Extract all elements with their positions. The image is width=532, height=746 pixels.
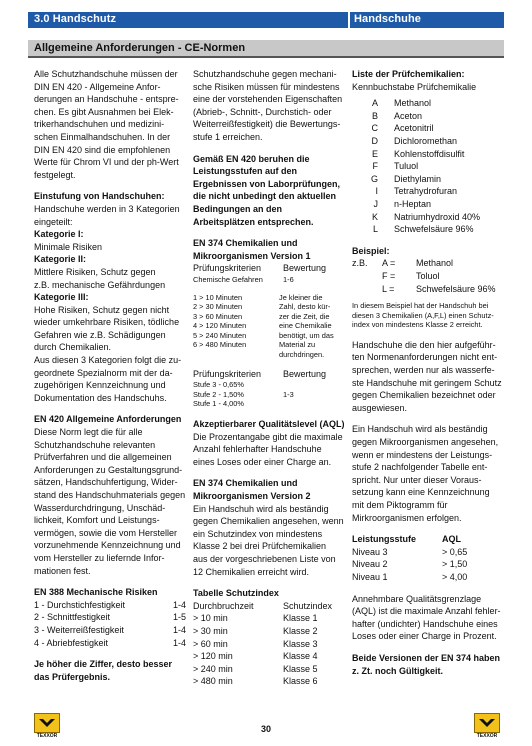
chem-letter: E bbox=[371, 148, 378, 159]
beispiel-letter: L = bbox=[382, 283, 395, 294]
schutzindex-table bbox=[193, 587, 345, 688]
text-line: zugehörigen Kennzeichnung und bbox=[34, 380, 166, 391]
text-line: Ergebnissen von Laborprüfungen, bbox=[193, 178, 341, 189]
text-line: sprechen, werden nur als wasserfe- bbox=[352, 365, 495, 376]
text-line: Klasse 2 bei drei Prüfchemikalien bbox=[193, 541, 327, 552]
paragraph-mikroorganismen bbox=[352, 423, 508, 524]
table-row bbox=[193, 675, 345, 688]
table-cell: > 0,65 bbox=[442, 546, 468, 557]
en388-value: 1-4 bbox=[172, 599, 186, 610]
spacer bbox=[193, 360, 345, 368]
dauer-row: 5 > 240 Minuten bbox=[193, 330, 247, 340]
text-line: trikerhandschuhen und medizini- bbox=[34, 119, 165, 130]
page-number: 30 bbox=[260, 724, 271, 734]
table-cell: > 120 min bbox=[193, 651, 233, 662]
en388-value: 1-5 bbox=[172, 612, 186, 623]
pk1-header-row bbox=[193, 262, 345, 275]
einstufung-heading: Einstufung von Handschuhen: bbox=[34, 191, 165, 202]
table-cell: Klasse 2 bbox=[283, 625, 318, 636]
text-line: festgelegt. bbox=[34, 169, 76, 180]
text-line: vorzunehmende Kennzeichnung und bbox=[34, 540, 181, 551]
table-row bbox=[352, 571, 508, 584]
text-line: Werte für Chrom VI und der ph-Wert bbox=[34, 157, 179, 168]
text-line: vom Hersteller zu liefernde Infor- bbox=[34, 552, 165, 563]
text-line: setzung kann eine Kennzeichnung bbox=[352, 487, 490, 498]
text-line: sche Risiken müssen für mindestens bbox=[193, 81, 340, 92]
dauer-row: 4 > 120 Minuten bbox=[193, 321, 247, 331]
en420-block bbox=[34, 413, 186, 577]
text-line: Aus diesen 3 Kategorien folgt die zu- bbox=[34, 355, 182, 366]
beispiel-block bbox=[352, 245, 508, 330]
dauer-row: 2 > 30 Minuten bbox=[193, 302, 243, 312]
stufen-table bbox=[193, 380, 345, 409]
list-item bbox=[352, 173, 508, 186]
text-line: ein Schutzindex von mindestens bbox=[193, 528, 323, 539]
text-line: vermögen, sowie die vom Hersteller bbox=[34, 527, 178, 538]
logo-text: TEXXOR bbox=[36, 733, 58, 739]
text-line: DIN EN 420 sind die empfohlenen bbox=[34, 144, 171, 155]
section-heading-bar bbox=[28, 40, 504, 58]
aql-block bbox=[193, 418, 345, 468]
list-item bbox=[352, 270, 508, 283]
list-item bbox=[352, 148, 508, 161]
text-line: eine der vorstehenden Eigenschaften bbox=[193, 94, 343, 105]
en388-block bbox=[34, 586, 186, 649]
beispiel-name: Schwefelsäure 96% bbox=[416, 283, 496, 294]
chem-name: Kohlenstoffdisulfit bbox=[394, 148, 465, 159]
table-row bbox=[193, 638, 345, 651]
text-line: Prüfverfahren und die allgemeinen bbox=[34, 452, 172, 463]
stufe-row: Stufe 1 - 4,00% bbox=[193, 399, 244, 409]
dauer-table bbox=[193, 293, 345, 360]
table-cell: Klasse 4 bbox=[283, 651, 318, 662]
beispiel-name: Methanol bbox=[416, 258, 454, 269]
beispiel-note bbox=[352, 301, 508, 330]
text-line: mationen fest. bbox=[34, 565, 91, 576]
brand-logo-right bbox=[474, 713, 500, 737]
chem-name: Diethylamin bbox=[394, 173, 442, 184]
chem-name: Schwefelsäure 96% bbox=[394, 224, 474, 235]
chem-letter: C bbox=[371, 123, 378, 134]
beispiel-letter: A = bbox=[382, 258, 396, 269]
table-cell: Klasse 1 bbox=[283, 613, 318, 624]
table-cell: > 60 min bbox=[193, 638, 228, 649]
text-line: hafter (undichter) Handschuhe eines bbox=[352, 618, 498, 629]
text-line: derungen an Handschuhe - entspre- bbox=[34, 94, 179, 105]
text-line: DIN EN 420 - Allgemeine Anfor- bbox=[34, 81, 161, 92]
logo-text: TEXXOR bbox=[476, 733, 498, 739]
chem-letter: B bbox=[371, 110, 378, 121]
en388-value: 1-4 bbox=[172, 637, 186, 648]
text-line: stand des Handschuhmaterials gegen bbox=[34, 490, 186, 500]
en388-row bbox=[34, 624, 186, 637]
text-line: In diesem Beispiel hat der Handschuh bei bbox=[352, 301, 489, 311]
chem-name: Aceton bbox=[394, 110, 423, 121]
stufe-row: Stufe 3 - 0,65% bbox=[193, 380, 244, 390]
dauer-row: 1 > 10 Minuten bbox=[193, 292, 243, 302]
list-item bbox=[352, 160, 508, 173]
table-row bbox=[193, 663, 345, 676]
logo-icon bbox=[474, 713, 500, 733]
dauer-note: zer die Zeit, die bbox=[279, 311, 330, 321]
list-item bbox=[352, 223, 508, 236]
text-line: ste Handschuhe mit geringem Schutz bbox=[352, 377, 502, 388]
list-item bbox=[352, 283, 508, 296]
pk1-row bbox=[193, 275, 345, 285]
en388-label: 3 - Weiterreißfestigkeit bbox=[34, 624, 124, 635]
list-item bbox=[352, 257, 508, 270]
table-row bbox=[193, 612, 345, 625]
top-header-bar bbox=[28, 12, 504, 28]
text-line: Gemäß EN 420 beruhen die bbox=[193, 153, 310, 164]
text-line: eingeteilt: bbox=[34, 216, 73, 227]
text-line: wieder umkehrbare Risiken, tödliche bbox=[34, 317, 180, 328]
text-line: z.B. mechanische Gefährdungen bbox=[34, 279, 166, 290]
table-cell: > 480 min bbox=[193, 676, 233, 687]
aql-header-row bbox=[352, 533, 508, 546]
en388-heading: EN 388 Mechanische Risiken bbox=[34, 587, 158, 598]
kategorie-1-heading: Kategorie I: bbox=[34, 229, 84, 240]
dauer-note: eine Chemikalie bbox=[279, 321, 332, 331]
chem-name: Methanol bbox=[394, 98, 432, 109]
text-line: gegen Chemikalien bezeichnet oder bbox=[352, 390, 496, 401]
dauer-row: 3 > 60 Minuten bbox=[193, 311, 243, 321]
chem-letter: A bbox=[371, 98, 378, 109]
spacer bbox=[193, 409, 345, 418]
chem-name: Tuluol bbox=[394, 161, 419, 172]
table-cell: > 240 min bbox=[193, 663, 233, 674]
text-line: Weiterreißfestigkeit) die Bewertungs- bbox=[193, 119, 341, 130]
text-line: spricht. Nur unter dieser Voraus- bbox=[352, 474, 482, 485]
text-line: gegen Chemikalien angesehen, wenn bbox=[193, 516, 344, 527]
en388-value: 1-4 bbox=[172, 624, 186, 635]
text-line: (Abrieb-, Schnitt-, Durchstich- oder bbox=[193, 106, 332, 117]
text-line: (AQL) ist die maximale Anzahl fehler- bbox=[352, 606, 501, 617]
text-line: sätzen, Handschuhfertigung, Wider- bbox=[34, 477, 178, 488]
text-line: Mittlere Risiken, Schutz gegen bbox=[34, 266, 156, 277]
aql-level-table bbox=[352, 533, 508, 583]
chem-name: Dichloromethan bbox=[394, 135, 458, 146]
en374-v2-block bbox=[193, 477, 345, 578]
aql-heading: Akzeptierbarer Qualitätslevel (AQL) bbox=[193, 419, 345, 430]
text-line: Ein Handschuh wird als beständig bbox=[352, 424, 488, 435]
dauer-note: benötigt, um das bbox=[279, 330, 334, 340]
pk1-row-a: Chemische Gefahren bbox=[193, 274, 263, 284]
text-line: Loses oder einer Charge in Prozent. bbox=[352, 631, 497, 642]
stufen-list bbox=[193, 380, 283, 409]
table-cell: > 30 min bbox=[193, 625, 228, 636]
text-line: das Prüfergebnis. bbox=[34, 671, 111, 682]
en374-v1-block bbox=[193, 237, 345, 409]
table-cell: Niveau 2 bbox=[352, 559, 388, 570]
text-line: Arbeitsplätzen entsprechen. bbox=[193, 216, 314, 227]
beispiel-prefix: z.B. bbox=[352, 258, 368, 269]
paragraph-aql-definition bbox=[352, 593, 508, 643]
en374-v1-heading: EN 374 Chemikalien und bbox=[193, 238, 298, 249]
text-line: Mirkroorganismen erfolgen. bbox=[352, 512, 462, 523]
dauer-note: Je kleiner die bbox=[279, 292, 323, 302]
col-header: Durchbruchzeit bbox=[193, 600, 254, 611]
table-row bbox=[352, 546, 508, 559]
kategorie-3-heading: Kategorie III: bbox=[34, 292, 89, 303]
list-item bbox=[352, 97, 508, 110]
section-chapter-title: 3.0 Handschutz bbox=[34, 13, 117, 25]
closing-note bbox=[352, 652, 508, 677]
paragraph-wasserfest bbox=[352, 339, 508, 415]
table-cell: Niveau 3 bbox=[352, 546, 388, 557]
beispiel-prefix bbox=[352, 270, 382, 283]
chemical-list-heading: Liste der Prüfchemikalien: bbox=[352, 69, 465, 79]
chem-letter: G bbox=[370, 173, 378, 184]
table-cell: Niveau 1 bbox=[352, 571, 388, 582]
en388-row bbox=[34, 611, 186, 624]
list-item bbox=[352, 110, 508, 123]
text-line: diesen 3 Chemikalien (A,F,L) einen Schutz- bbox=[352, 310, 494, 320]
column-1 bbox=[34, 68, 186, 683]
text-line: Leistungsstufen auf den bbox=[193, 166, 298, 177]
spacer bbox=[193, 285, 345, 293]
pk1-col-b: Bewertung bbox=[283, 263, 327, 274]
beispiel-letter: F = bbox=[382, 270, 396, 281]
pk1-row-b: 1-6 bbox=[283, 274, 294, 284]
text-line: stufe 2 nachfolgender Tabelle ent- bbox=[352, 462, 488, 473]
chem-letter: J bbox=[373, 198, 378, 209]
text-line: Anzahl fehlerhafter Handschuhe bbox=[193, 444, 322, 455]
chemical-list-subheading: Kennbuchstabe Prüfchemikalie bbox=[352, 81, 477, 92]
dauer-left bbox=[193, 293, 279, 360]
text-line: Schutzhandschuhe gegen mechani- bbox=[193, 69, 337, 79]
table-row bbox=[193, 650, 345, 663]
stufe-row: Stufe 2 - 1,50% bbox=[193, 389, 244, 399]
text-line: Handschuhe werden in 3 Kategorien bbox=[34, 203, 180, 214]
en388-row bbox=[34, 599, 186, 612]
text-line: Annehmbare Qualitätsgrenzlage bbox=[352, 593, 482, 604]
text-line: Ein Handschuh wird als beständig bbox=[193, 503, 329, 514]
text-line: Wasserdurchdringung, Unschäd- bbox=[34, 502, 166, 513]
text-line: mit dem Piktogramm für bbox=[352, 500, 448, 510]
table-cell: Klasse 3 bbox=[283, 638, 318, 649]
text-line: Die Prozentangabe gibt die maximale bbox=[193, 431, 343, 442]
text-line: die nicht unbedingt den aktuellen bbox=[193, 191, 337, 202]
chem-letter: F bbox=[372, 161, 378, 172]
text-line: index von mindestens Klasse 2 erreicht. bbox=[352, 320, 483, 330]
page-title: Allgemeine Anforderungen - CE-Normen bbox=[34, 42, 246, 54]
beispiel-prefix bbox=[352, 283, 382, 296]
text-line: Beide Versionen der EN 374 haben bbox=[352, 652, 501, 663]
table-cell: Klasse 5 bbox=[283, 663, 318, 674]
text-line: Diese Norm legt die für alle bbox=[34, 427, 143, 438]
text-line: Alle Schutzhandschuhe müssen der bbox=[34, 69, 178, 79]
en388-label: 1 - Durchstichfestigkeit bbox=[34, 599, 126, 610]
text-line: schen Einmalhandschuhen. In der bbox=[34, 131, 171, 142]
pk2-col-b: Bewertung bbox=[283, 368, 327, 379]
dauer-note: Zahl, desto kür- bbox=[279, 302, 331, 312]
list-item bbox=[352, 185, 508, 198]
text-line: gegen Mikroorganismen angesehen, bbox=[352, 437, 499, 448]
table-row bbox=[352, 558, 508, 571]
schutzindex-header-row bbox=[193, 600, 345, 613]
text-line: eines Loses oder einer Charge an. bbox=[193, 456, 332, 467]
chem-letter: K bbox=[371, 211, 378, 222]
text-line: Minimale Risiken bbox=[34, 241, 103, 252]
text-line: Anforderungen zu Gestaltungsgrund- bbox=[34, 464, 183, 475]
list-item bbox=[352, 198, 508, 211]
chemical-list bbox=[352, 68, 508, 236]
chem-name: n-Heptan bbox=[394, 198, 432, 209]
en388-label: 2 - Schnittfestigkeit bbox=[34, 612, 111, 623]
text-line: chen. Es gibt Ausnahmen bei Elek- bbox=[34, 106, 174, 117]
section-topic-title: Handschuhe bbox=[354, 13, 422, 25]
beispiel-heading: Beispiel: bbox=[352, 245, 390, 256]
text-line: Je höher die Ziffer, desto besser bbox=[34, 659, 173, 670]
text-line: Dokumentation des Handschuhs. bbox=[34, 392, 167, 403]
text-line: Gefahren wie z.B. Schädigungen bbox=[34, 329, 166, 340]
table-cell: > 4,00 bbox=[442, 571, 468, 582]
en374-v1-heading: Mikroorganismen Version 1 bbox=[193, 250, 311, 261]
intro-paragraph bbox=[34, 68, 186, 181]
list-item bbox=[352, 211, 508, 224]
text-line: aus der vorgeschriebenen Liste von bbox=[193, 553, 336, 564]
dauer-note: Material zu bbox=[279, 340, 316, 350]
chem-name: Natriumhydroxid 40% bbox=[394, 211, 481, 222]
pk1-col-a: Prüfungskriterien bbox=[193, 263, 262, 274]
beispiel-name: Toluol bbox=[416, 270, 440, 281]
chem-letter: I bbox=[375, 186, 378, 197]
kategorie-2-heading: Kategorie II: bbox=[34, 254, 87, 265]
text-line: ausgewiesen. bbox=[352, 402, 408, 413]
en374-v2-heading: EN 374 Chemikalien und bbox=[193, 478, 298, 489]
gemaess-note bbox=[193, 153, 345, 229]
stufen-value: 1-3 bbox=[283, 389, 294, 399]
text-line: z. Zt. noch Gültigkeit. bbox=[352, 665, 443, 676]
en388-label: 4 - Abriebfestigkeit bbox=[34, 637, 109, 648]
col-header: Schutzindex bbox=[283, 600, 333, 611]
col-header: AQL bbox=[442, 534, 461, 545]
text-line: lichkeit, Komfort und Leistungs- bbox=[34, 515, 160, 526]
column-2 bbox=[193, 68, 345, 688]
text-line: Hohe Risiken, Schutz gegen nicht bbox=[34, 304, 170, 315]
text-line: wenn er mindestens der Leistungs- bbox=[352, 449, 493, 460]
text-line: geordnete Spezialnorm mit der da- bbox=[34, 367, 173, 378]
schutzindex-heading: Tabelle Schutzindex bbox=[193, 588, 279, 599]
col-header: Leistungsstufe bbox=[352, 534, 417, 545]
list-item bbox=[352, 135, 508, 148]
pk2-col-a: Prüfungskriterien bbox=[193, 368, 262, 379]
pk2-header-row bbox=[193, 368, 345, 381]
dauer-row: 6 > 480 Minuten bbox=[193, 340, 247, 350]
en420-heading: EN 420 Allgemeine Anforderungen bbox=[34, 414, 182, 425]
chem-letter: L bbox=[372, 224, 378, 235]
text-line: ten Normenanforderungen nicht ent- bbox=[352, 352, 498, 363]
column-3 bbox=[352, 68, 508, 677]
text-line: Handschuhe die den hier aufgeführ- bbox=[352, 339, 496, 350]
text-line: durch Chemikalien. bbox=[34, 342, 112, 353]
chem-letter: D bbox=[371, 135, 378, 146]
table-cell: > 10 min bbox=[193, 613, 228, 624]
table-cell: Klasse 6 bbox=[283, 676, 318, 687]
en374-v2-heading: Mikroorganismen Version 2 bbox=[193, 491, 311, 501]
text-line: stufe 1 erreichen. bbox=[193, 131, 263, 142]
closing-note bbox=[34, 658, 186, 683]
text-line: Schutzhandschuhe relevanten bbox=[34, 439, 156, 450]
chem-name: Tetrahydrofuran bbox=[394, 186, 458, 197]
dauer-right bbox=[279, 293, 345, 360]
text-line: Bedingungen an den bbox=[193, 203, 282, 214]
text-line: 12 Chemikalien erreicht wird. bbox=[193, 566, 310, 577]
mechanical-intro bbox=[193, 68, 345, 144]
logo-mark bbox=[478, 717, 496, 729]
en388-row bbox=[34, 637, 186, 650]
table-cell: > 1,50 bbox=[442, 559, 468, 570]
einstufung-block bbox=[34, 190, 186, 404]
table-row bbox=[193, 625, 345, 638]
dauer-note: durchdringen. bbox=[279, 350, 325, 360]
chem-name: Acetonitril bbox=[394, 123, 434, 134]
header-divider bbox=[348, 12, 350, 28]
list-item bbox=[352, 122, 508, 135]
